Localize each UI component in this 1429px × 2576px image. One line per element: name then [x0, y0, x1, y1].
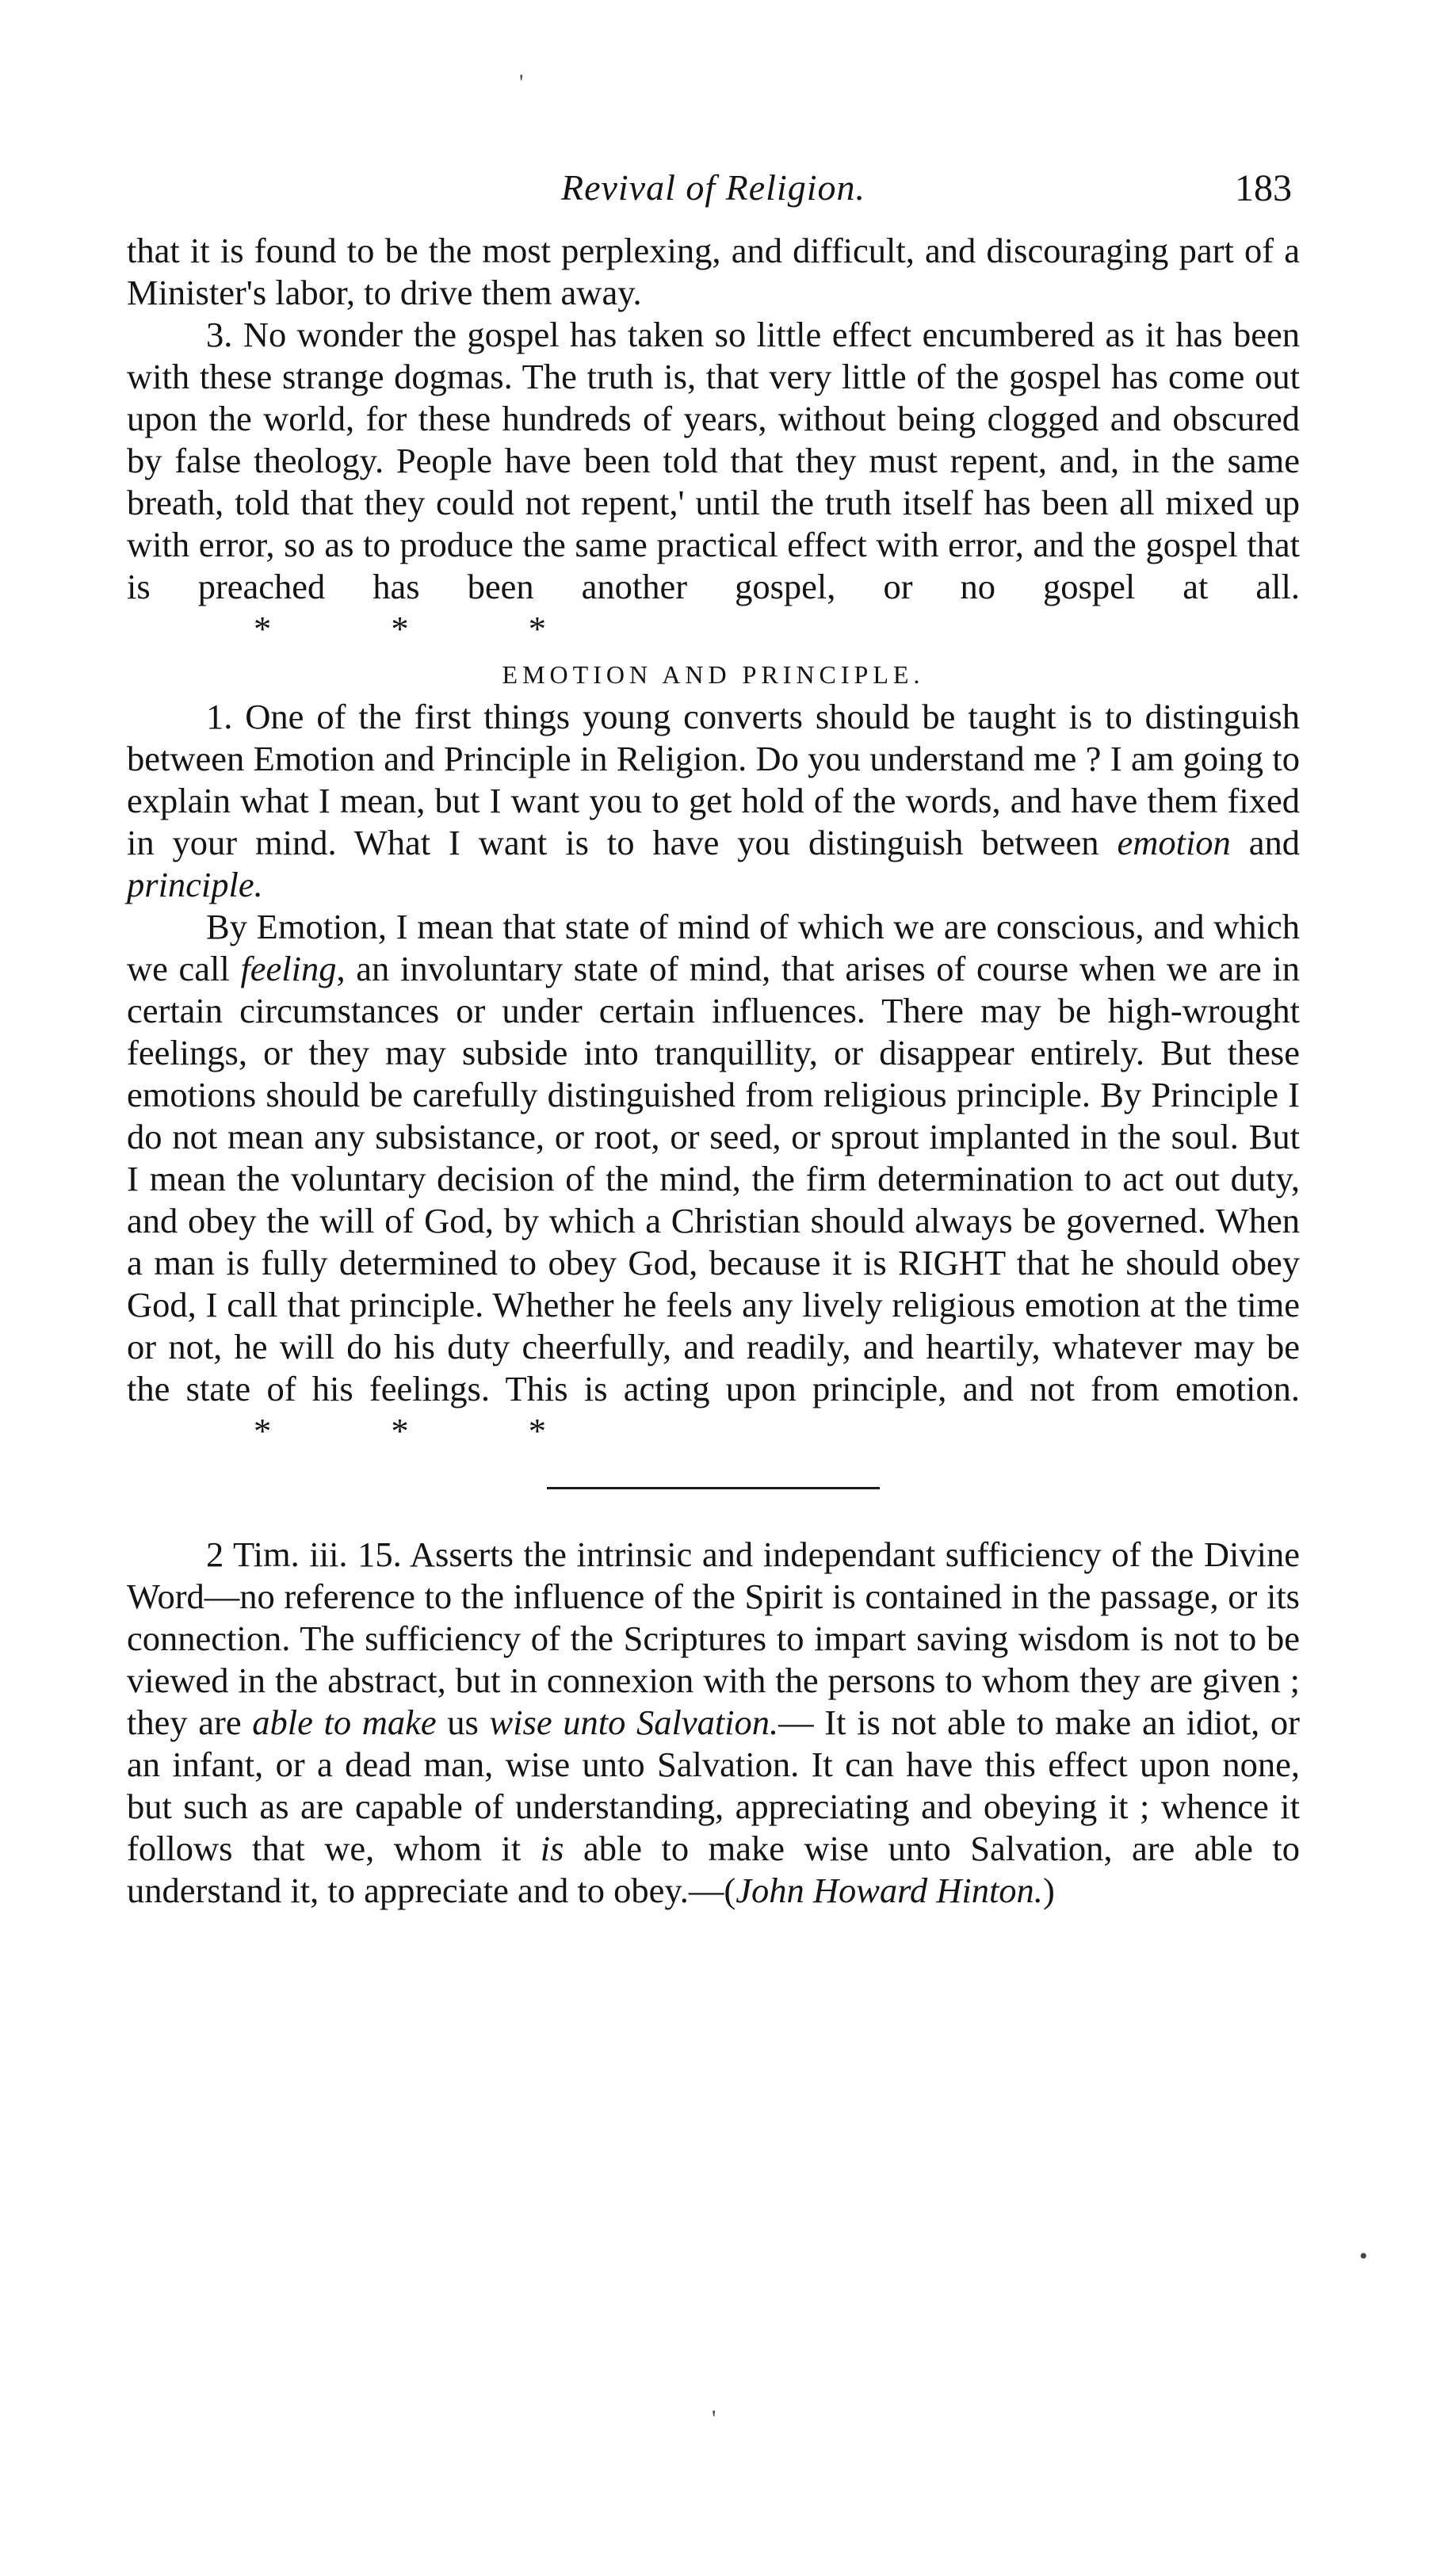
footnote-paren: (: [724, 1871, 736, 1910]
footnote-italic: wise unto Salvation.: [489, 1703, 779, 1742]
footnote-italic: able to make: [252, 1703, 437, 1742]
footnote: [127, 1534, 1300, 1912]
footnote-text: us: [436, 1703, 490, 1742]
italic-principle: principle.: [127, 865, 263, 904]
footnote-italic: is: [540, 1829, 564, 1868]
footnote-paragraph: [127, 1534, 1300, 1912]
section-break-stars: * * *: [254, 609, 602, 648]
paragraph-text: 1. One of the first things young converts should be taught is to distinguish between Emotion and Principle in Religion. Do you understand me ? I am going to explain what I mean, but I want you to get hold of the words, and have them fixed in your mind. What I want is to have you distinguish between: [127, 697, 1300, 862]
page-number: 183: [1235, 167, 1292, 209]
paragraph-3: [127, 314, 1300, 650]
running-head: [127, 166, 1300, 230]
paragraph-3-text: 3. No wonder the gospel has taken so little effect encumbered as it has been with these strange dogmas. The truth is, that very little of the gospel has come out upon the world, for these hundreds of years, without being clogged and obscured by false theology. People have been told that they must repent, and, in the same breath, told that they could not repent,' until the truth itself has been all mixed up with error, so as to produce the same practical effect with error, and the gospel that is preached has been another gospel, or no gospel at all.: [127, 315, 1300, 606]
paragraph-emotion-principle: [127, 696, 1300, 906]
section-break-stars: * * *: [254, 1411, 602, 1450]
main-text: [127, 230, 1300, 1452]
footnote-text: — It is not able to make an idiot, or an infant, or a dead man, wise unto Salvation. It can have this effect upon none, but such as are capable of understanding, appreciating and obeying it ; whence it follows that we, whom it: [127, 1703, 1300, 1868]
footnote-author: John Howard Hinton.: [736, 1871, 1043, 1910]
running-title: Revival of Religion.: [560, 167, 866, 208]
paragraph-text-cont: , an involuntary state of mind, that arises of course when we are in certain circumstances or under certain influences. There may be high-wrought feelings, or they may subside into tranquillity, or disappear entirely. But these emotions should be carefully distinguished from religious principle. By Principle I do not mean any subsistance, or root, or seed, or sprout implanted in the soul. But I mean the voluntary decision of the mind, the firm determination to act out duty, and obey the will of God, by which a Christian should always be governed. When a man is fully determined to obey God, because it is RIGHT that he should obey God, I call that principle. Whether he feels any lively religious emotion at the time or not, he will do his duty cheerfully, and readily, and heartily, whatever may be the state of his feelings. This is acting upon principle, and not from emotion.: [127, 949, 1300, 1408]
section-heading: EMOTION AND PRINCIPLE.: [502, 660, 925, 689]
italic-feeling: feeling: [240, 949, 337, 988]
paragraph-text-and: and: [1230, 823, 1300, 862]
book-page: [127, 166, 1300, 1912]
footnote-paren: ): [1042, 1871, 1055, 1910]
italic-emotion: emotion: [1117, 823, 1231, 862]
paragraph-text: By Emotion, I mean that state of mind of which we are conscious, and which we call: [127, 907, 1300, 988]
stray-mark-bottom: ': [712, 2406, 716, 2432]
footnote-text: able to make wise unto Salvation, are able to understand it, to appreciate and to obey.—: [127, 1829, 1301, 1910]
paragraph-continuation: that it is found to be the most perplexing, and difficult, and discouraging part of a Minister's labor, to drive them away.: [127, 231, 1300, 312]
horizontal-rule: [547, 1487, 880, 1489]
paragraph-by-emotion: [127, 906, 1300, 1452]
stray-mark-right: •: [1359, 2243, 1368, 2269]
footnote-text: 2 Tim. iii. 15. Asserts the intrinsic and independant sufficiency of the Divine Word—no reference to the influence of the Spirit is contained in the passage, or its connection. The sufficiency of the Scriptures to impart saving wisdom is not to be viewed in the abstract, but in connexion with the persons to whom they are given ; they are: [127, 1535, 1300, 1742]
stray-mark-top: ': [519, 70, 524, 96]
